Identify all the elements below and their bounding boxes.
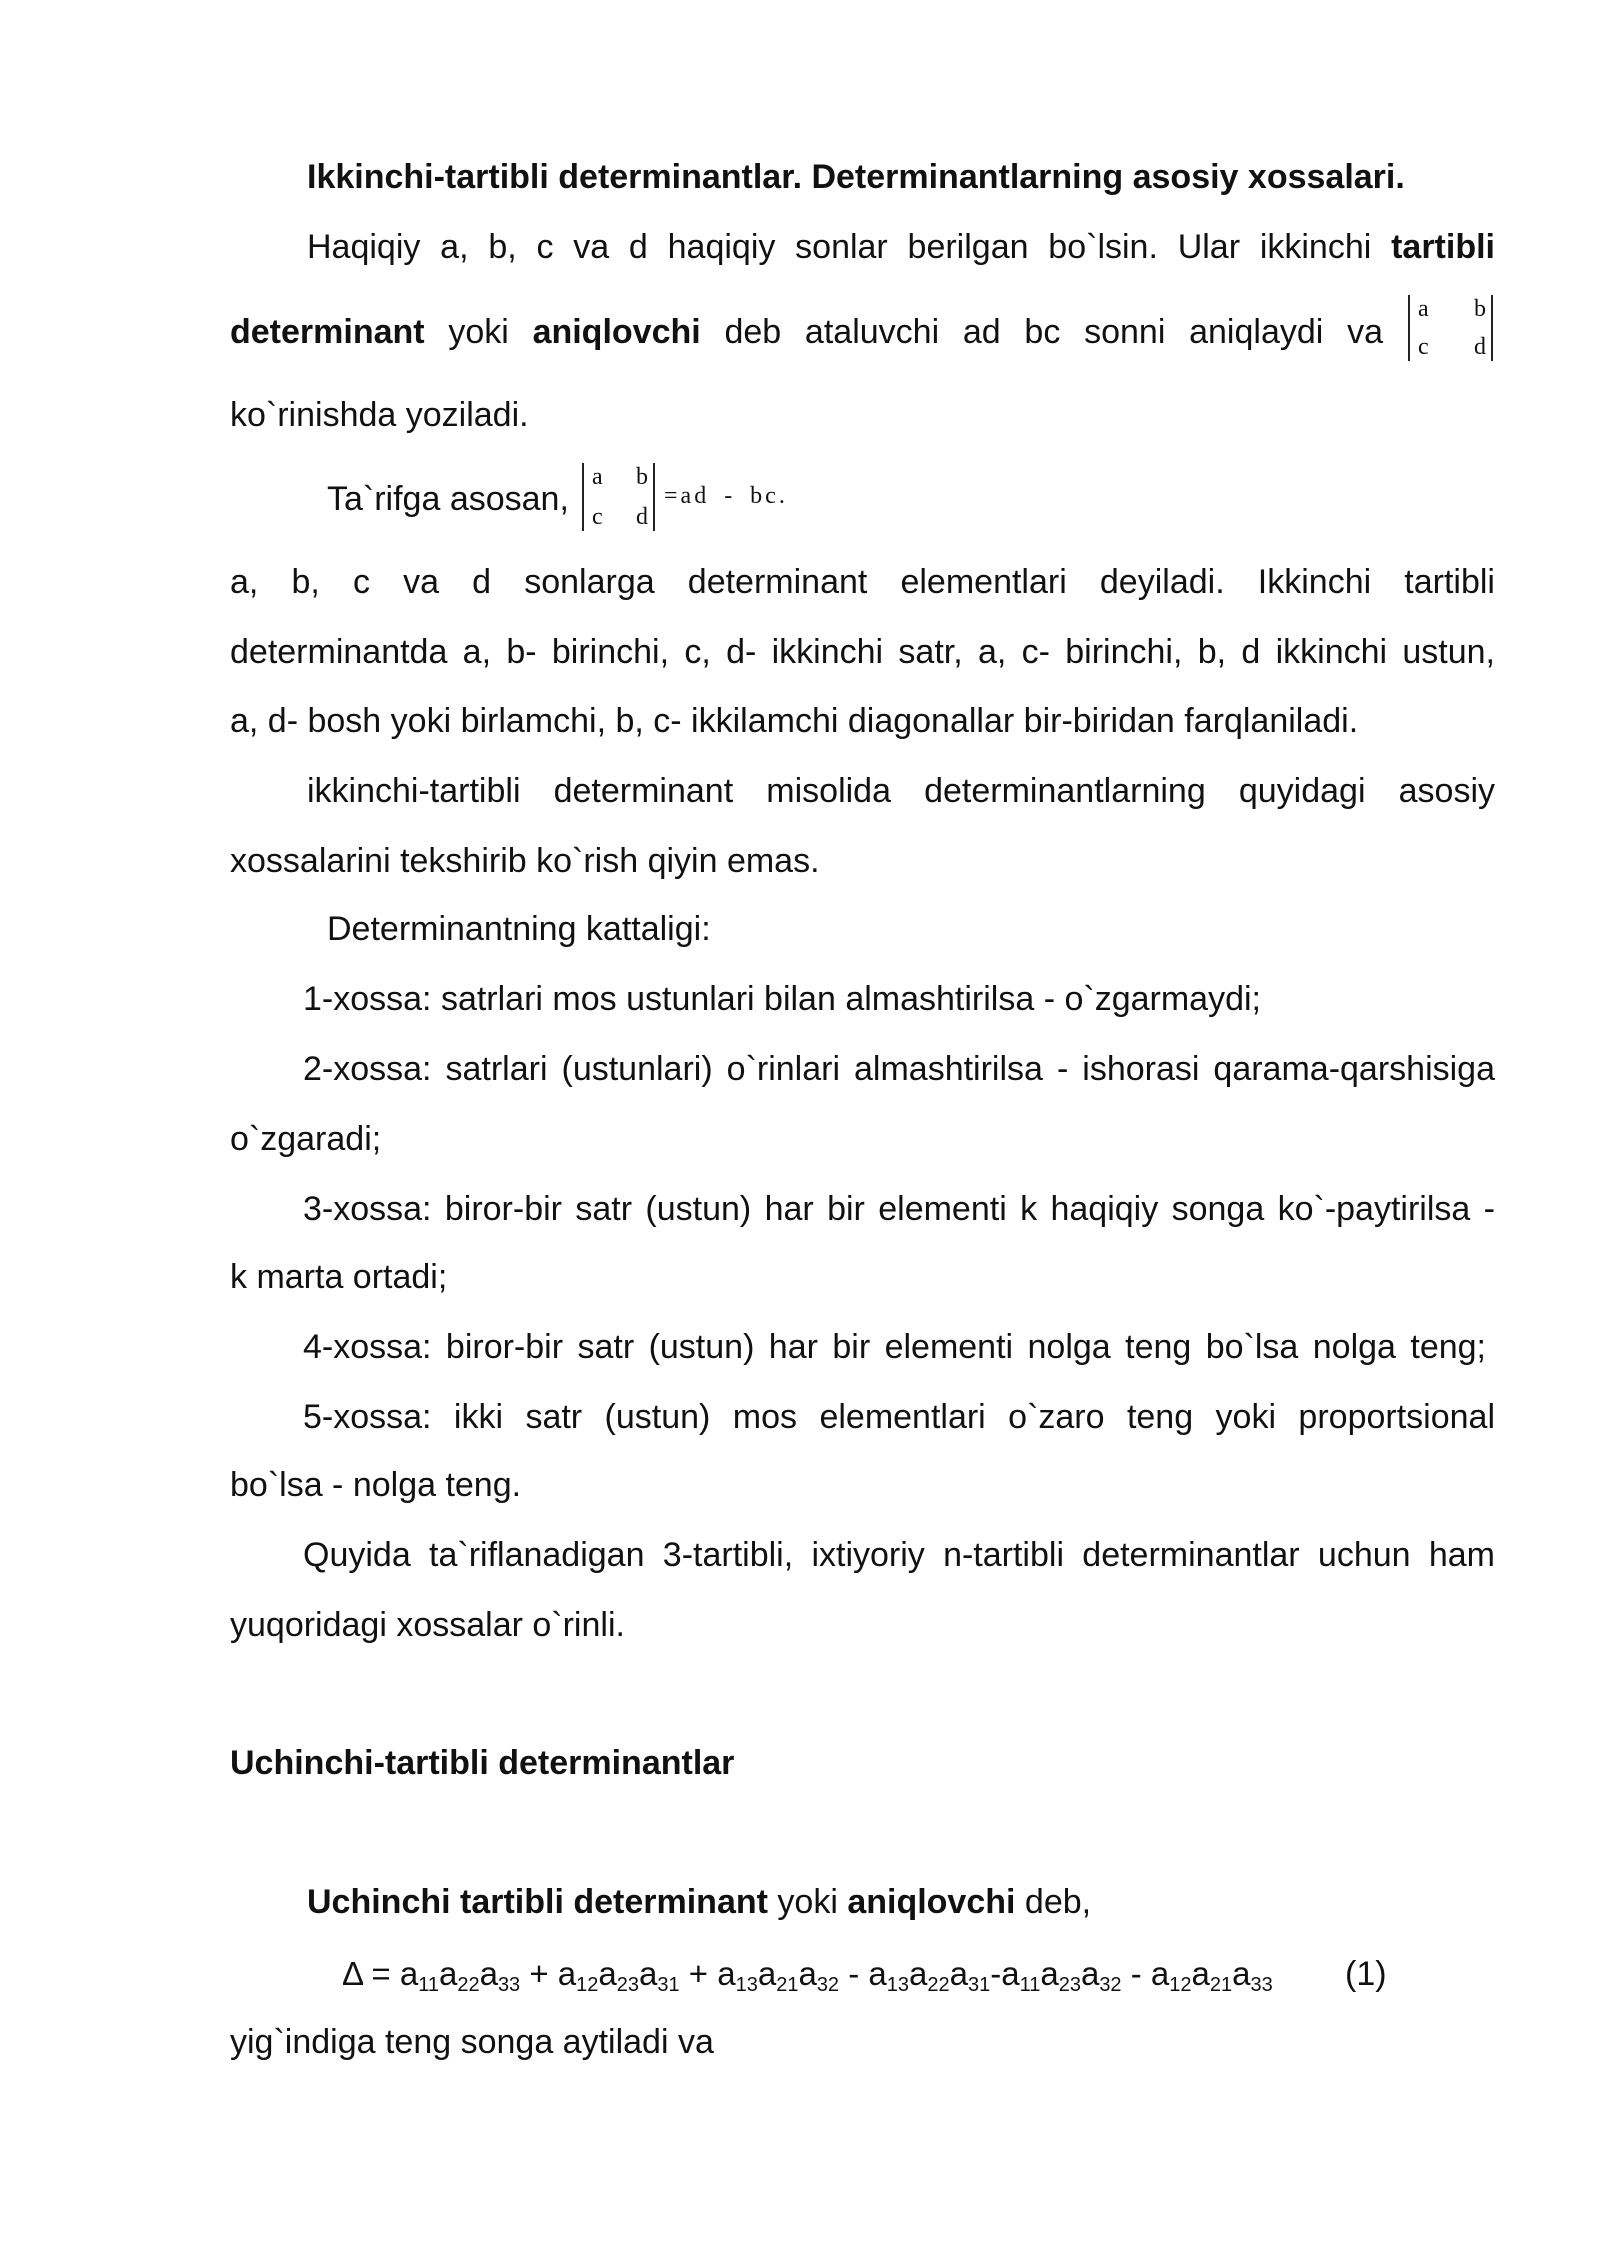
formula-variable: a — [1150, 1955, 1170, 1992]
term-aniqlovchi: aniqlovchi — [532, 313, 701, 351]
formula-subscript: 13 — [886, 1974, 909, 1996]
definition-text-2: deb, — [1024, 1883, 1092, 1921]
formula-operator: - — [1121, 1955, 1151, 1992]
formula-variable: a — [1080, 1955, 1100, 1992]
term-third-order-determinant: Uchinchi tartibli determinant — [307, 1883, 768, 1921]
definition-period: . — [778, 483, 788, 509]
formula-variable: a — [1232, 1955, 1251, 1992]
property-1: 1-xossa: satrlari mos ustunlari bilan almashtirilsa - o`zgarmaydi; — [303, 980, 1261, 1018]
property-3-continued: k marta ortadi; — [230, 1258, 448, 1296]
determinant-formula — [342, 1949, 1273, 1999]
definition-equation — [664, 481, 788, 511]
paragraph-line: Quyida ta`riflanadigan 3-tartibli, ixtiyoriy n-tartibli determinantlar uchun ham — [303, 1536, 1495, 1574]
section-heading-text: Uchinchi-tartibli determinantlar — [230, 1744, 735, 1782]
paragraph-line: yig`indiga teng songa aytiladi va — [230, 2023, 714, 2061]
paragraph-line: xossalarini tekshirib ko`rish qiyin emas. — [230, 842, 820, 880]
term-determinant: determinant — [230, 313, 425, 351]
paragraph-line: a, b, c va d sonlarga determinant elementlari deyiladi. Ikkinchi tartibli — [230, 563, 1495, 601]
formula-variable: a — [479, 1955, 498, 1992]
page-title — [307, 152, 1405, 202]
intro-line-2 — [230, 307, 1383, 357]
formula-subscript: 23 — [616, 1974, 640, 1996]
formula-variable: a — [868, 1955, 887, 1992]
formula-operator: + — [679, 1955, 718, 1992]
formula-variable: a — [909, 1955, 928, 1992]
page-title-text: Ikkinchi-tartibli determinantlar. Determinantlarning asosiy xossalari. — [307, 158, 1405, 196]
paragraph-line: yuqoridagi xossalar o`rinli. — [230, 1606, 625, 1644]
intro-line-2-text-1: yoki — [448, 313, 509, 351]
intro-line-1 — [307, 222, 1495, 272]
intro-line-1-text: Haqiqiy a, b, c va d haqiqiy sonlar berilgan bo`lsin. Ular ikkinchi — [307, 228, 1372, 266]
formula-subscript: 23 — [1058, 1974, 1081, 1996]
property-5: 5-xossa: ikki satr (ustun) mos elementlari o`zaro teng yoki proportsional — [303, 1398, 1495, 1436]
property-2-continued: o`zgaradi; — [230, 1120, 382, 1158]
formula-subscript: 32 — [816, 1974, 840, 1996]
formula-subscript: 31 — [967, 1974, 991, 1996]
formula-variable: a — [1001, 1955, 1020, 1992]
formula-variable: a — [949, 1955, 968, 1992]
formula-variable: a — [1040, 1955, 1059, 1992]
intro-line-3: ko`rinishda yoziladi. — [230, 396, 529, 434]
definition-rhs: =ad - bc — [664, 483, 779, 509]
matrix-element-a: a — [1418, 296, 1429, 322]
formula-subscript: 11 — [418, 1974, 439, 1996]
determinant-notation-matrix — [1408, 295, 1493, 361]
formula-operator: - — [990, 1955, 1002, 1992]
property-3: 3-xossa: biror-bir satr (ustun) har bir elementi k haqiqiy songa ko`-paytirilsa - — [303, 1190, 1495, 1228]
formula-subscript: 12 — [576, 1974, 599, 1996]
formula-variable: a — [757, 1955, 777, 1992]
formula-subscript: 22 — [927, 1974, 950, 1996]
formula-subscript: 21 — [1209, 1974, 1233, 1996]
term-tartibli: tartibli — [1391, 228, 1495, 266]
formula-subscript: 21 — [776, 1974, 799, 1996]
definition-text-1: yoki — [777, 1883, 838, 1921]
matrix-element-c: c — [592, 504, 603, 530]
equation-number: (1) — [1345, 1955, 1387, 1993]
intro-line-2-text-2: deb ataluvchi ad bc sonni aniqlaydi va — [724, 313, 1383, 351]
formula-subscript: 32 — [1099, 1974, 1122, 1996]
formula-subscript: 31 — [657, 1974, 680, 1996]
magnitude-label: Determinantning kattaligi: — [327, 910, 711, 948]
formula-variable: a — [717, 1955, 736, 1992]
term-aniqlovchi: aniqlovchi — [847, 1883, 1016, 1921]
formula-subscript: 33 — [497, 1974, 521, 1996]
formula-variable: a — [798, 1955, 817, 1992]
formula-subscript: 12 — [1169, 1974, 1192, 1996]
matrix-element-b: b — [636, 464, 648, 490]
matrix-element-c: c — [1418, 334, 1429, 360]
paragraph-line: a, d- bosh yoki birlamchi, b, c- ikkilamchi diagonallar bir-biridan farqlaniladi. — [230, 702, 1359, 740]
paragraph-line: ikkinchi-tartibli determinant misolida determinantlarning quyidagi asosiy — [307, 772, 1495, 810]
formula-lhs: Δ = — [342, 1955, 391, 1992]
section-heading — [230, 1738, 734, 1788]
formula-terms — [399, 1955, 1273, 1996]
property-4: 4-xossa: biror-bir satr (ustun) har bir elementi nolga teng bo`lsa nolga teng; — [303, 1328, 1486, 1366]
formula-operator: - — [839, 1955, 869, 1992]
matrix-element-d: d — [636, 504, 648, 530]
matrix-element-a: a — [592, 464, 603, 490]
formula-variable: a — [399, 1955, 419, 1992]
formula-subscript: 33 — [1250, 1974, 1273, 1996]
property-5-continued: bo`lsa - nolga teng. — [230, 1466, 522, 1504]
formula-subscript: 22 — [457, 1974, 480, 1996]
paragraph-line: determinantda a, b- birinchi, c, d- ikkinchi satr, a, c- birinchi, b, d ikkinchi ustun, — [230, 633, 1495, 671]
matrix-element-d: d — [1474, 334, 1486, 360]
property-2: 2-xossa: satrlari (ustunlari) o`rinlari almashtirilsa - ishorasi qarama-qarshisiga — [303, 1050, 1495, 1088]
definition-prefix: Ta`rifga asosan, — [327, 480, 569, 518]
definition-matrix — [582, 463, 655, 531]
third-order-definition — [307, 1877, 1091, 1927]
formula-variable: a — [557, 1955, 577, 1992]
formula-variable: a — [639, 1955, 658, 1992]
formula-variable: a — [598, 1955, 617, 1992]
formula-subscript: 13 — [735, 1974, 758, 1996]
formula-variable: a — [1191, 1955, 1210, 1992]
formula-operator: + — [520, 1955, 558, 1992]
matrix-element-b: b — [1474, 296, 1486, 322]
formula-variable: a — [438, 1955, 458, 1992]
formula-subscript: 11 — [1019, 1974, 1041, 1996]
